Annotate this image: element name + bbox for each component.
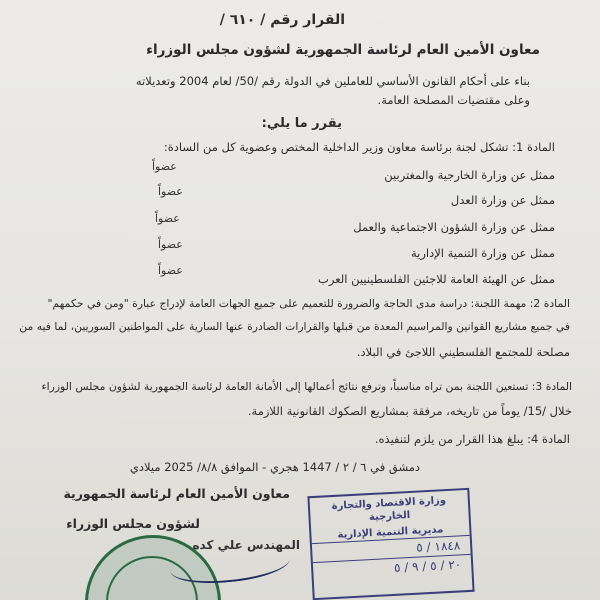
member-2-role: عضواً — [158, 185, 183, 198]
article-2-line-1: المادة 2: مهمة اللجنة: دراسة مدى الحاجة والضرورة للتعميم على جميع الجهات العامة لإدراج عبارة "ومن في حكمهم" — [47, 297, 570, 310]
signature-title-2: لشؤون مجلس الوزراء — [66, 516, 200, 531]
decision-number: القرار رقم / ٦١٠ / — [219, 12, 345, 28]
member-4-name: ممثل عن وزارة التنمية الإدارية — [410, 246, 555, 260]
member-5-name: ممثل عن الهيئة العامة للاجئين الفلسطينيين العرب — [318, 272, 555, 286]
article-3-line-1: المادة 3: تستعين اللجنة بمن تراه مناسباً، وترفع نتائج أعمالها إلى الأمانة العامة لرئاسة الجمهورية لشؤون مجلس الوزراء — [41, 380, 572, 393]
incoming-stamp — [307, 488, 474, 600]
member-3-role: عضواً — [155, 212, 180, 225]
article-2-line-3: مصلحة للمجتمع الفلسطيني اللاجئ في البلاد. — [356, 345, 570, 359]
member-4-role: عضواً — [158, 238, 183, 251]
stamp-date: ٢٠ / ٥ / ٩ / ٥ — [393, 557, 462, 575]
decides-heading: يقرر ما يلي: — [261, 116, 342, 131]
decision-date: دمشق في ٦ / ٢ / 1447 هجري - الموافق ٨/٨/ 2025 ميلادي — [129, 460, 420, 474]
preamble-line-1: بناء على أحكام القانون الأساسي للعاملين في الدولة رقم /50/ لعام 2004 وتعديلاته — [135, 74, 530, 88]
member-3-name: ممثل عن وزارة الشؤون الاجتماعية والعمل — [353, 220, 555, 234]
article-2-line-2: في جميع مشاريع القوانين والمراسيم المعدة من قبلها والقرارات الصادرة عنها السارية على المواطنين السوريين، لما فيه من — [19, 320, 570, 333]
signer-name: المهندس علي كده — [192, 538, 300, 552]
article-1: المادة 1: تشكل لجنة برئاسة معاون وزير الداخلية المختص وعضوية كل من السادة: — [163, 140, 555, 154]
stamp-number: ١٨٤٨ / ٥ — [415, 538, 461, 555]
issuer-heading: معاون الأمين العام لرئاسة الجمهورية لشؤون مجلس الوزراء — [146, 42, 540, 58]
stamp-title-2: مديرية التنمية الإدارية — [337, 524, 444, 541]
member-1-role: عضواً — [152, 160, 177, 173]
article-4: المادة 4: يبلغ هذا القرار من يلزم لتنفيذه. — [374, 432, 570, 446]
member-2-name: ممثل عن وزارة العدل — [450, 193, 555, 207]
signature-title-1: معاون الأمين العام لرئاسة الجمهورية — [63, 486, 290, 501]
article-3-line-2: خلال /15/ يوماً من تاريخه، مرفقة بمشاريع الصكوك القانونية اللازمة. — [247, 404, 572, 418]
member-1-name: ممثل عن وزارة الخارجية والمغتربين — [384, 168, 555, 182]
member-5-role: عضواً — [158, 264, 183, 277]
preamble-line-2: وعلى مقتضيات المصلحة العامة. — [377, 93, 530, 107]
stamp-title-1: وزارة الاقتصاد والتجارة الخارجية — [331, 495, 447, 524]
